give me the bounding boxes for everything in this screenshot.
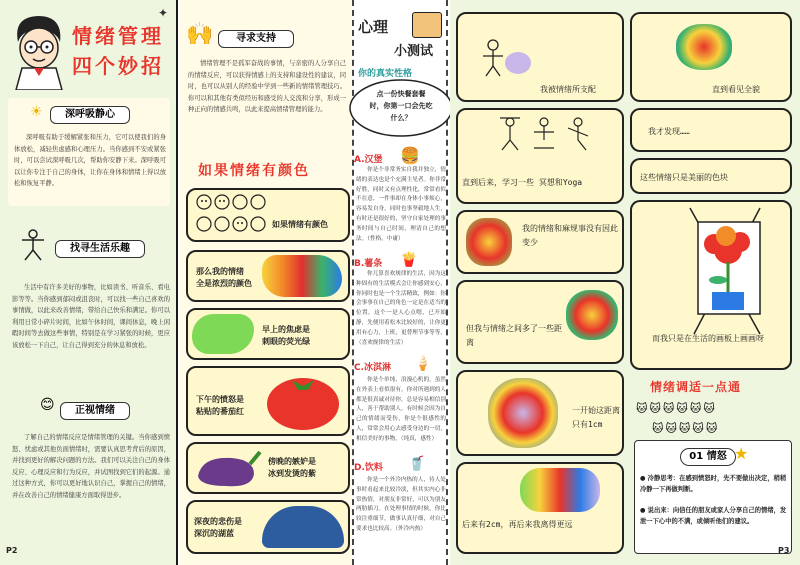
section2-label: 找寻生活乐趣 [55,240,145,258]
colorful-blob-2 [466,218,512,266]
colors-title: 如果情绪有颜色 [198,163,310,179]
title-line-2: 四个妙招 [72,54,164,78]
tomato-icon [262,370,344,432]
cartoon-avatar-icon [8,12,70,90]
paint-splash-multicolor [262,255,342,297]
color-text-5: 深夜的悲伤是 深沉的湖蓝 [194,517,242,538]
journal-text-8: 而我只是在生活的画板上画画呀 [652,334,764,343]
option-b-text: 你兀算喜欢规律的生活，因为这种固有的生活模式会让你感到安心，你同时也是一个生活精致，例如：你会事事在自己的角色一定是在适当的位置，这个一是人心点嗯，已开始静，先便用着松木比较好的，让你更用有心力，上班，更替理节事等等，（喜欢规律的生活） [356,271,446,346]
regulate-label: 01 情怒 [680,448,736,466]
burger-icon: 🍔 [400,146,420,165]
section3-body: 了解自己的情绪反应是情绪管理的关键。当你感到愤怒、忧虑或其他负面情绪时，需要认真思考背后的原因，并找到更好的解决问题的方法。我们可以关注自己的身体反应、心理反应和行为反应，并试图找到它们的起源。通过这种方式，你可以更好地认识自己，掌握自己的情绪，并在改善自己的情绪健康方面取得进步。 [12,434,170,499]
colorful-blob-1 [676,24,732,70]
section4-label: 寻求支持 [218,30,294,48]
section2-body: 生活中有许多美好的事物，比如读书、听音乐、看电影等等。当你感到郁闷或沮丧时，可以找一些自己喜欢的事情做，以此来改善情绪，带给自己快乐和满足。你可以利用日常小碎片时间，比如午休时间，课间休息，晚上闲暇时间等去做这些事情，特别是在学习紧张的时候，更应该放松一下自己，让自己得到充分的休息和放松。 [12,284,170,349]
flower-easel-icon [670,204,780,338]
color-text-4: 傍晚的嫉妒是 冰到发烫的紫 [268,457,316,478]
regulate-title: 情绪调适一点通 [650,380,742,394]
stick-figure-icon [480,38,506,78]
regulate-item-1: ● 冷静思考：在感到愤怒时，先不要做出决定，稍稍冷静一下再做判断。 [640,475,787,493]
cats-row-icon: 🐱🐱🐱🐱🐱🐱 [636,402,717,415]
option-d-label: D.饮料 [354,463,383,473]
sun-icon: ☀ [30,104,43,120]
quiz-title-1: 心理 [358,18,389,36]
option-b-label: B.薯条 [354,259,383,269]
hands-icon: 🙌 [186,22,214,47]
quiz-title-2: 小测试 [394,44,434,59]
option-a-label: A.汉堡 [354,155,383,165]
scribble-colors [505,52,531,74]
star-icon: ★ [734,444,749,463]
cat-box-icon [412,12,442,38]
fries-icon: 🍟 [400,252,418,268]
journal-text-1: 我被情绪所支配 [540,85,596,94]
journal-text-7: 但我与情绪之间多了一些距离 [466,324,562,347]
sparkle-icon: ✦ [158,6,169,20]
option-a-text: 你是个非常务实自我并独立，情绪的表达也是个充满主见者。你非常好胜，同时又有点理性化，常常看似不在意，一件事却在身体小事烦心，容易发自身，同时也事坚毅地人生，有时还是很好的，坚守自家处理的事务时间与自己时间，理清自己的想法。（性格，中庸） [356,167,446,242]
journal-text-6: 我的情绪和麻规事没有因此变少 [522,224,618,247]
option-c-label: C.冰淇淋 [354,363,392,373]
colorful-blob-4 [488,378,558,448]
quiz-question: 点一份快餐套餐 时，你第一口会先吃 什么？ [369,90,433,122]
journal-text-10: 后来有2cm，再后来我离得更远 [462,520,573,529]
section4-body: 情绪管理不是孤军奋战的事情，与亲密的人分享自己的情绪反应，可以获得情感上的支持和建设性的建议，同时，也可以从别人的经验中学到一些新的情绪管理技巧。你可以和其他有类似经历和感受的人交流和分享，形成一种正向的情感共鸣，以此来提高情绪管理的能力。 [188,60,346,113]
yoga-poses-icon [494,114,594,154]
option-d-text: 你是一个外冷内热的人，待人处事时看起来比较冷淡，但其实内心非常热情，对朋友非常好，可以为朋友两肋插刀。在处理事情的时候，你比较注重细节，做事认真仔细，对自己要求也比较高。（外冷内热） [356,477,446,532]
faces-icon [192,192,272,238]
section1-label: 深呼吸静心 [50,106,130,124]
journal-text-4: 直到后来，学习一些 冥想和Yoga [462,178,583,187]
colorful-blob-5 [520,468,600,512]
quiz-subtitle: 你的真实性格 [358,69,413,79]
color-text-1: 那么我的情绪 全是浓烈的颜色 [196,267,252,288]
page-number-right: P3 [778,546,790,555]
page-number-left: P2 [6,546,18,555]
emoji-icon: 😊 [40,397,55,413]
yoga-figure-icon [20,228,46,262]
journal-text-5: 这些情绪只是美丽的色块 [640,173,728,182]
regulate-item-2: ● 说出来：向信任的朋友或家人分享自己的情绪，发泄一下心中的不满，或倾听他们的建议。 [640,507,787,525]
option-c-text: 你是个单纯、浪漫心机的，虽然在外表上看似很有。你对所遇到的人都是很真诚对待你，总是容易相信别人，善于帮助别人，有时候会因为自己的情绪而受伤，你是个很感性的人，常常会用心去感受身边的一切，相信美好的事物。（纯真，感性） [356,377,446,442]
title-line-1: 情绪管理 [72,24,164,48]
eggplant-icon [192,446,262,490]
section1-body: 深呼吸有助于缓解紧张和压力，它可以使我们的身体放松，减轻焦虑感和心理压力。当你感到不安或紧张时，可以尝试深呼吸几次，帮助你安静下来。深呼吸可以让你专注于自己的身体，让你在身体和情绪上得以放松和恢复平静。 [14,134,166,187]
journal-text-3: 我才发现…… [648,127,690,136]
journal-text-2: 直到看见全貌 [712,85,760,94]
paint-splash-green [192,314,254,354]
drink-icon: 🥤 [408,456,426,472]
cats-row-2-icon: 🐱🐱🐱🐱🐱 [652,422,720,435]
faces-caption: 如果情绪有颜色 [272,220,328,229]
colorful-blob-3 [566,290,618,340]
section3-label: 正视情绪 [60,402,130,420]
color-text-2: 早上的焦虑是 刺眼的荧光绿 [262,325,310,346]
color-text-3: 下午的愤怒是 粘贴的番茄红 [196,395,244,416]
journal-text-9: 一开始这距离只有1cm [572,406,620,429]
icecream-icon: 🍦 [414,356,432,372]
